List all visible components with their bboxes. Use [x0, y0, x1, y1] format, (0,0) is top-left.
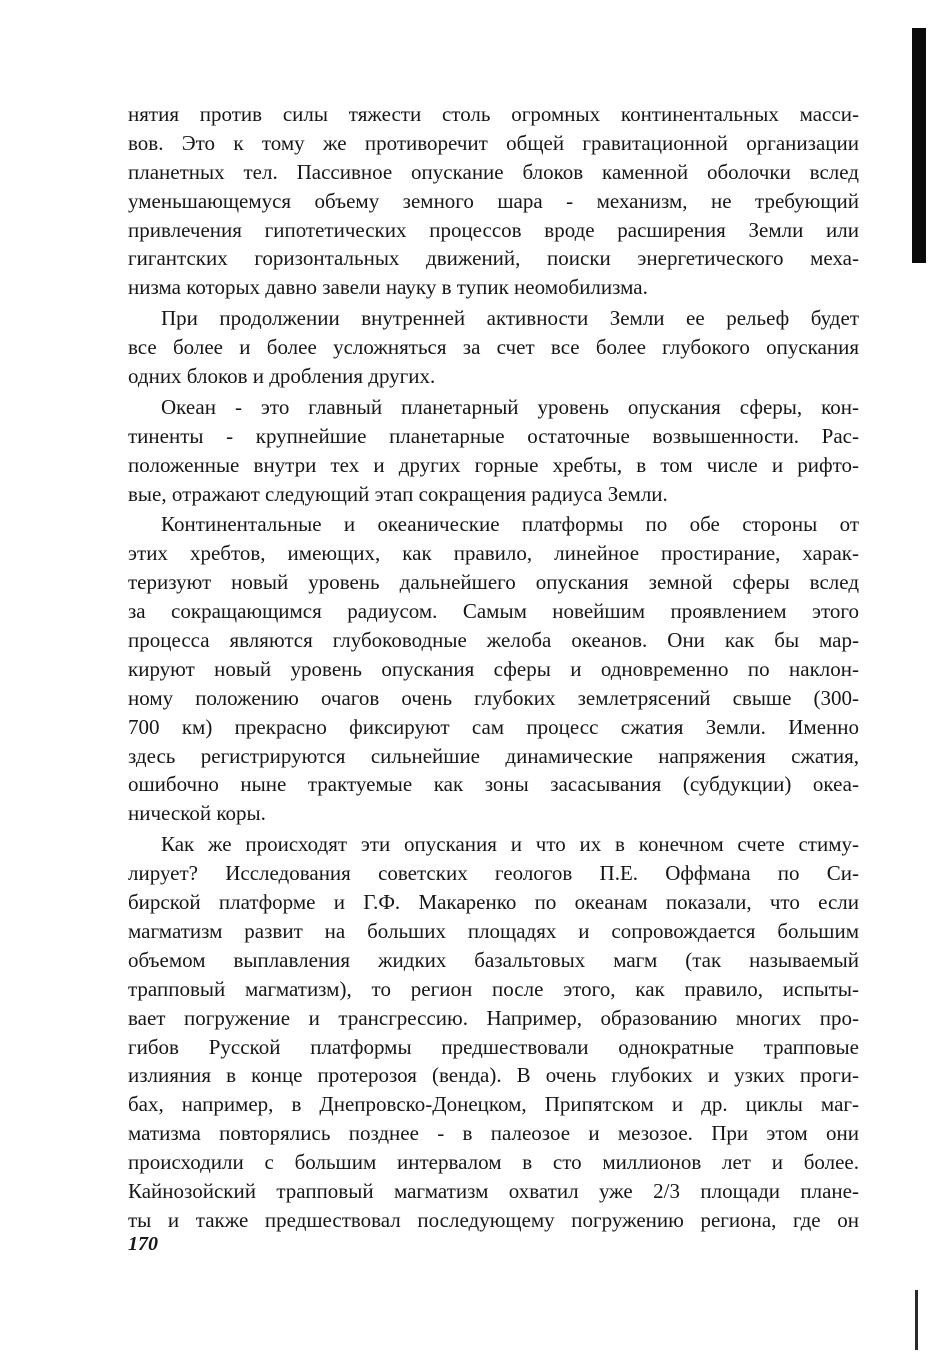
text-line: объемом выплавления жидких базальтовых магм (так называемый	[128, 947, 859, 972]
text-line: Континентальные и океанические платформы по обе стороны от	[161, 512, 859, 537]
text-line: вов. Это к тому же противоречит общей гравитационной организации	[128, 130, 859, 155]
text-line: вает погружение и трансгрессию. Например, образованию многих про-	[128, 1005, 859, 1030]
text-line: происходили с большим интервалом в сто миллионов лет и более.	[128, 1150, 859, 1175]
text-line: вые, отражают следующий этап сокращения радиуса Земли.	[128, 481, 668, 506]
text-line: трапповый магматизм), то регион после этого, как правило, испыты-	[128, 976, 859, 1001]
text-line: здесь регистрируются сильнейшие динамические напряжения сжатия,	[128, 743, 859, 768]
paragraph	[128, 304, 859, 391]
page-edge-shadow-top	[912, 28, 926, 263]
text-line: нятия против силы тяжести столь огромных континентальных масси-	[128, 102, 859, 126]
text-line: одних блоков и дробления других.	[128, 364, 436, 389]
page-edge-shadow-bottom	[915, 1290, 918, 1350]
paragraph	[128, 830, 859, 1234]
page-number: 170	[128, 1233, 158, 1255]
text-line: привлечения гипотетических процессов вроде расширения Земли или	[128, 217, 859, 242]
text-line: нической коры.	[128, 801, 266, 826]
paragraph	[128, 100, 859, 302]
text-line: низма которых давно завели науку в тупик неомобилизма.	[128, 275, 648, 300]
text-line: гибов Русской платформы предшествовали однократные трапповые	[128, 1034, 859, 1059]
text-line: лирует? Исследования советских геологов П.Е. Оффмана по Си-	[128, 861, 859, 886]
text-line: излияния в конце протерозоя (венда). В очень глубоких и узких проги-	[128, 1063, 859, 1088]
text-line: бах, например, в Днепровско-Донецком, Припятском и др. циклы маг-	[128, 1092, 859, 1117]
text-line: Кайнозойский трапповый магматизм охватил уже 2/3 площади плане-	[128, 1178, 859, 1203]
paragraph	[128, 393, 859, 509]
text-line: бирской платформе и Г.Ф. Макаренко по океанам показали, что если	[128, 890, 859, 915]
text-line: Океан - это главный планетарный уровень опускания сферы, кон-	[161, 394, 859, 419]
text-line: планетных тел. Пассивное опускание блоков каменной оболочки вслед	[128, 159, 859, 184]
text-line: матизма повторялись позднее - в палеозое и мезозое. При этом они	[128, 1121, 859, 1146]
paragraph	[128, 510, 859, 828]
text-line: При продолжении внутренней активности Земли ее рельеф будет	[161, 306, 859, 331]
body-text	[128, 100, 859, 1235]
text-line: Как же происходят эти опускания и что их в конечном счете стиму-	[161, 832, 859, 857]
text-line: 700 км) прекрасно фиксируют сам процесс сжатия Земли. Именно	[128, 714, 859, 739]
text-line: процесса являются глубоководные желоба океанов. Они как бы мар-	[128, 628, 859, 653]
text-line: этих хребтов, имеющих, как правило, линейное простирание, харак-	[128, 541, 859, 566]
text-line: все более и более усложняться за счет все более глубокого опускания	[128, 335, 859, 360]
text-line: уменьшающемуся объему земного шара - механизм, не требующий	[128, 188, 859, 213]
text-line: ному положению очагов очень глубоких землетрясений свыше (300-	[128, 685, 859, 710]
text-line: ты и также предшествовал последующему погружению региона, где он	[128, 1207, 859, 1232]
text-line: магматизм развит на больших площадях и сопровождается большим	[128, 918, 859, 943]
text-line: положенные внутри тех и других горные хребты, в том числе и рифто-	[128, 452, 859, 477]
text-line: гигантских горизонтальных движений, поиски энергетического меха-	[128, 246, 859, 271]
text-line: кируют новый уровень опускания сферы и одновременно по наклон-	[128, 656, 859, 681]
text-line: теризуют новый уровень дальнейшего опускания земной сферы вслед	[128, 570, 859, 595]
text-line: за сокращающимся радиусом. Самым новейшим проявлением этого	[128, 599, 859, 624]
text-line: тиненты - крупнейшие планетарные остаточные возвышенности. Рас-	[128, 423, 859, 448]
text-line: ошибочно ныне трактуемые как зоны засасывания (субдукции) океа-	[128, 772, 859, 797]
